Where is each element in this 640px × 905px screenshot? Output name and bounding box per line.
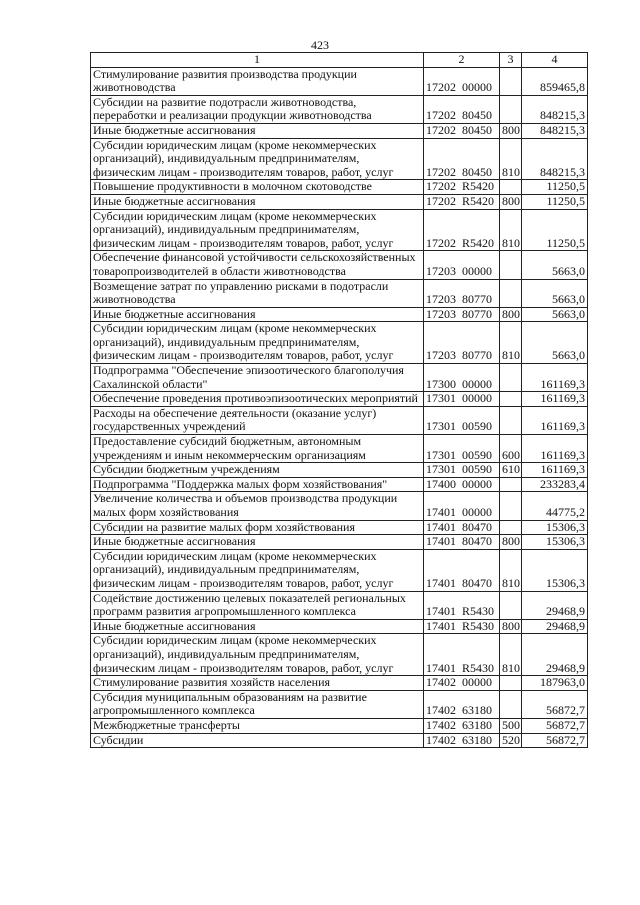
row-expense-type: 800 [500, 123, 522, 138]
direction-code: 00590 [462, 419, 492, 434]
direction-code: 63180 [462, 717, 492, 732]
program-code: 17401 [426, 575, 456, 590]
row-expense-type: 810 [500, 322, 522, 364]
program-code: 17202 [426, 235, 456, 250]
row-amount: 15306,3 [522, 549, 588, 591]
row-amount: 15306,3 [522, 535, 588, 550]
table-row [91, 180, 588, 195]
direction-code: 80450 [462, 108, 492, 123]
table-header-row [91, 53, 588, 68]
row-description: Расходы на обеспечение деятельности (оказание услуг) государственных учреждений [91, 406, 424, 434]
row-expense-type [500, 95, 522, 123]
program-code: 17203 [426, 263, 456, 278]
direction-code: R5430 [462, 660, 495, 675]
direction-code: 63180 [462, 703, 492, 718]
row-amount: 161169,3 [522, 406, 588, 434]
row-amount: 187963,0 [522, 676, 588, 691]
direction-code: 80470 [462, 519, 492, 534]
row-amount: 161169,3 [522, 435, 588, 463]
program-code: 17202 [426, 179, 456, 194]
row-description: Субсидии юридическим лицам (кроме некоммерческих организаций), индивидуальным предпринимателям, физическим лицам - производителям товаров, работ, услуг [91, 322, 424, 364]
row-classification-code [424, 591, 500, 619]
direction-code: 00000 [462, 476, 492, 491]
row-classification-code [424, 95, 500, 123]
row-amount: 5663,0 [522, 279, 588, 307]
direction-code: 00590 [462, 447, 492, 462]
row-description: Субсидии юридическим лицам (кроме некоммерческих организаций), индивидуальным предпринимателям, физическим лицам - производителям товаров, работ, услуг [91, 138, 424, 180]
table-row [91, 634, 588, 676]
program-code: 17401 [426, 618, 456, 633]
direction-code: 00000 [462, 263, 492, 278]
direction-code: 80770 [462, 348, 492, 363]
row-amount: 161169,3 [522, 364, 588, 392]
table-row [91, 676, 588, 691]
row-amount: 29468,9 [522, 591, 588, 619]
row-description: Иные бюджетные ассигнования [91, 194, 424, 209]
row-description: Содействие достижению целевых показателей региональных программ развития агропромышленного комплекса [91, 591, 424, 619]
row-expense-type [500, 406, 522, 434]
row-amount: 56872,7 [522, 718, 588, 733]
direction-code: 00000 [462, 80, 492, 95]
table-row [91, 123, 588, 138]
direction-code: 00000 [462, 376, 492, 391]
row-classification-code [424, 406, 500, 434]
row-amount: 5663,0 [522, 307, 588, 322]
row-expense-type: 810 [500, 138, 522, 180]
direction-code: 00000 [462, 675, 492, 690]
row-classification-code [424, 718, 500, 733]
row-description: Повышение продуктивности в молочном скотоводстве [91, 180, 424, 195]
row-expense-type [500, 520, 522, 535]
column-header: 1 [91, 53, 424, 68]
direction-code: R5420 [462, 235, 495, 250]
direction-code: 80450 [462, 164, 492, 179]
row-description: Субсидии юридическим лицам (кроме некоммерческих организаций), индивидуальным предпринимателям, физическим лицам - производителям товаров, работ, услуг [91, 549, 424, 591]
direction-code: R5420 [462, 179, 495, 194]
table-row [91, 690, 588, 718]
row-classification-code [424, 123, 500, 138]
table-row [91, 520, 588, 535]
row-amount: 29468,9 [522, 634, 588, 676]
table-row [91, 251, 588, 279]
row-expense-type [500, 591, 522, 619]
direction-code: R5430 [462, 604, 495, 619]
row-classification-code [424, 634, 500, 676]
row-description: Подпрограмма "Поддержка малых форм хозяйствования" [91, 477, 424, 492]
program-code: 17401 [426, 660, 456, 675]
row-amount: 56872,7 [522, 733, 588, 748]
row-description: Субсидии на развитие подотрасли животноводства, переработки и реализации продукции животноводства [91, 95, 424, 123]
row-expense-type [500, 251, 522, 279]
table-row [91, 307, 588, 322]
table-row [91, 364, 588, 392]
page-number: 423 [311, 38, 329, 52]
row-description: Иные бюджетные ассигнования [91, 123, 424, 138]
table-row [91, 591, 588, 619]
table-row [91, 477, 588, 492]
direction-code: 63180 [462, 732, 492, 747]
column-header: 2 [424, 53, 500, 68]
row-classification-code [424, 392, 500, 407]
direction-code: 80470 [462, 575, 492, 590]
table-row [91, 733, 588, 748]
row-description: Стимулирование развития хозяйств населения [91, 676, 424, 691]
row-description: Субсидия муниципальным образованиям на развитие агропромышленного комплекса [91, 690, 424, 718]
program-code: 17401 [426, 505, 456, 519]
row-amount: 848215,3 [522, 123, 588, 138]
program-code: 17402 [426, 732, 456, 747]
row-classification-code [424, 676, 500, 691]
program-code: 17301 [426, 462, 456, 477]
row-expense-type [500, 492, 522, 520]
row-classification-code [424, 690, 500, 718]
row-description: Предоставление субсидий бюджетным, автономным учреждениям и иным некоммерческим организациям [91, 435, 424, 463]
row-expense-type [500, 690, 522, 718]
row-amount: 161169,3 [522, 392, 588, 407]
row-description: Иные бюджетные ассигнования [91, 307, 424, 322]
row-description: Субсидии юридическим лицам (кроме некоммерческих организаций), индивидуальным предпринимателям, физическим лицам - производителям товаров, работ, услуг [91, 209, 424, 251]
table-row [91, 406, 588, 434]
row-description: Иные бюджетные ассигнования [91, 535, 424, 550]
row-amount: 11250,5 [522, 209, 588, 251]
row-classification-code [424, 463, 500, 478]
program-code: 17300 [426, 376, 456, 391]
row-description: Увеличение количества и объемов производства продукции малых форм хозяйствования [91, 492, 424, 520]
program-code: 17301 [426, 447, 456, 462]
row-description: Обеспечение финансовой устойчивости сельскохозяйственных товаропроизводителей в области животноводства [91, 251, 424, 279]
row-amount: 5663,0 [522, 251, 588, 279]
row-classification-code [424, 307, 500, 322]
row-description: Возмещение затрат по управлению рисками в подотрасли животноводства [91, 279, 424, 307]
row-expense-type: 500 [500, 718, 522, 733]
table-row [91, 619, 588, 634]
table-row [91, 209, 588, 251]
row-amount: 233283,4 [522, 477, 588, 492]
budget-table [90, 52, 588, 748]
table-row [91, 322, 588, 364]
row-classification-code [424, 733, 500, 748]
table-row [91, 138, 588, 180]
row-classification-code [424, 619, 500, 634]
row-expense-type: 800 [500, 619, 522, 634]
row-expense-type: 810 [500, 549, 522, 591]
direction-code: R5420 [462, 193, 495, 208]
row-description: Субсидии бюджетным учреждениям [91, 463, 424, 478]
program-code: 17202 [426, 122, 456, 137]
row-expense-type [500, 477, 522, 492]
row-description: Стимулирование развития производства продукции животноводства [91, 67, 424, 95]
row-description: Субсидии [91, 733, 424, 748]
row-amount: 5663,0 [522, 322, 588, 364]
row-description: Субсидии юридическим лицам (кроме некоммерческих организаций), индивидуальным предпринимателям, физическим лицам - производителям товаров, работ, услуг [91, 634, 424, 676]
row-description: Иные бюджетные ассигнования [91, 619, 424, 634]
row-amount: 44775,2 [522, 492, 588, 520]
row-expense-type [500, 279, 522, 307]
row-expense-type: 610 [500, 463, 522, 478]
program-code: 17402 [426, 703, 456, 718]
direction-code: R5430 [462, 618, 495, 633]
row-classification-code [424, 535, 500, 550]
program-code: 17402 [426, 675, 456, 690]
program-code: 17203 [426, 306, 456, 321]
direction-code: 80470 [462, 534, 492, 549]
row-expense-type: 600 [500, 435, 522, 463]
program-code: 17400 [426, 476, 456, 491]
row-classification-code [424, 322, 500, 364]
row-classification-code [424, 279, 500, 307]
row-description: Подпрограмма "Обеспечение эпизоотического благополучия Сахалинской области" [91, 364, 424, 392]
direction-code: 00000 [462, 505, 492, 519]
row-expense-type [500, 364, 522, 392]
row-amount: 56872,7 [522, 690, 588, 718]
row-expense-type: 800 [500, 194, 522, 209]
table-row [91, 194, 588, 209]
row-amount: 11250,5 [522, 194, 588, 209]
program-code: 17202 [426, 80, 456, 95]
row-expense-type [500, 392, 522, 407]
table-row [91, 392, 588, 407]
direction-code: 00590 [462, 462, 492, 477]
row-classification-code [424, 549, 500, 591]
direction-code: 00000 [462, 391, 492, 406]
program-code: 17202 [426, 164, 456, 179]
direction-code: 80770 [462, 292, 492, 307]
direction-code: 80770 [462, 306, 492, 321]
row-expense-type: 800 [500, 535, 522, 550]
row-amount: 848215,3 [522, 95, 588, 123]
table-row [91, 279, 588, 307]
row-classification-code [424, 364, 500, 392]
row-classification-code [424, 180, 500, 195]
row-expense-type [500, 67, 522, 95]
row-classification-code [424, 477, 500, 492]
row-classification-code [424, 67, 500, 95]
program-code: 17401 [426, 604, 456, 619]
row-description: Субсидии на развитие малых форм хозяйствования [91, 520, 424, 535]
program-code: 17301 [426, 391, 456, 406]
row-classification-code [424, 251, 500, 279]
row-amount: 859465,8 [522, 67, 588, 95]
row-classification-code [424, 435, 500, 463]
table-row [91, 718, 588, 733]
table-row [91, 492, 588, 520]
row-amount: 29468,9 [522, 619, 588, 634]
row-expense-type [500, 180, 522, 195]
row-expense-type: 800 [500, 307, 522, 322]
program-code: 17203 [426, 348, 456, 363]
row-amount: 15306,3 [522, 520, 588, 535]
row-expense-type: 810 [500, 209, 522, 251]
row-classification-code [424, 492, 500, 520]
row-amount: 11250,5 [522, 180, 588, 195]
program-code: 17402 [426, 717, 456, 732]
program-code: 17203 [426, 292, 456, 307]
row-amount: 848215,3 [522, 138, 588, 180]
table-row [91, 95, 588, 123]
table-row [91, 535, 588, 550]
row-expense-type: 520 [500, 733, 522, 748]
row-classification-code [424, 138, 500, 180]
table-row [91, 463, 588, 478]
table-row [91, 549, 588, 591]
row-classification-code [424, 209, 500, 251]
table-row [91, 435, 588, 463]
direction-code: 80450 [462, 122, 492, 137]
row-description: Обеспечение проведения противоэпизоотических мероприятий [91, 392, 424, 407]
program-code: 17202 [426, 108, 456, 123]
program-code: 17401 [426, 519, 456, 534]
row-expense-type: 810 [500, 634, 522, 676]
column-header: 4 [522, 53, 588, 68]
column-header: 3 [500, 53, 522, 68]
row-description: Межбюджетные трансферты [91, 718, 424, 733]
table-row [91, 67, 588, 95]
program-code: 17301 [426, 419, 456, 434]
row-expense-type [500, 676, 522, 691]
row-classification-code [424, 520, 500, 535]
program-code: 17202 [426, 193, 456, 208]
row-amount: 161169,3 [522, 463, 588, 478]
row-classification-code [424, 194, 500, 209]
program-code: 17401 [426, 534, 456, 549]
